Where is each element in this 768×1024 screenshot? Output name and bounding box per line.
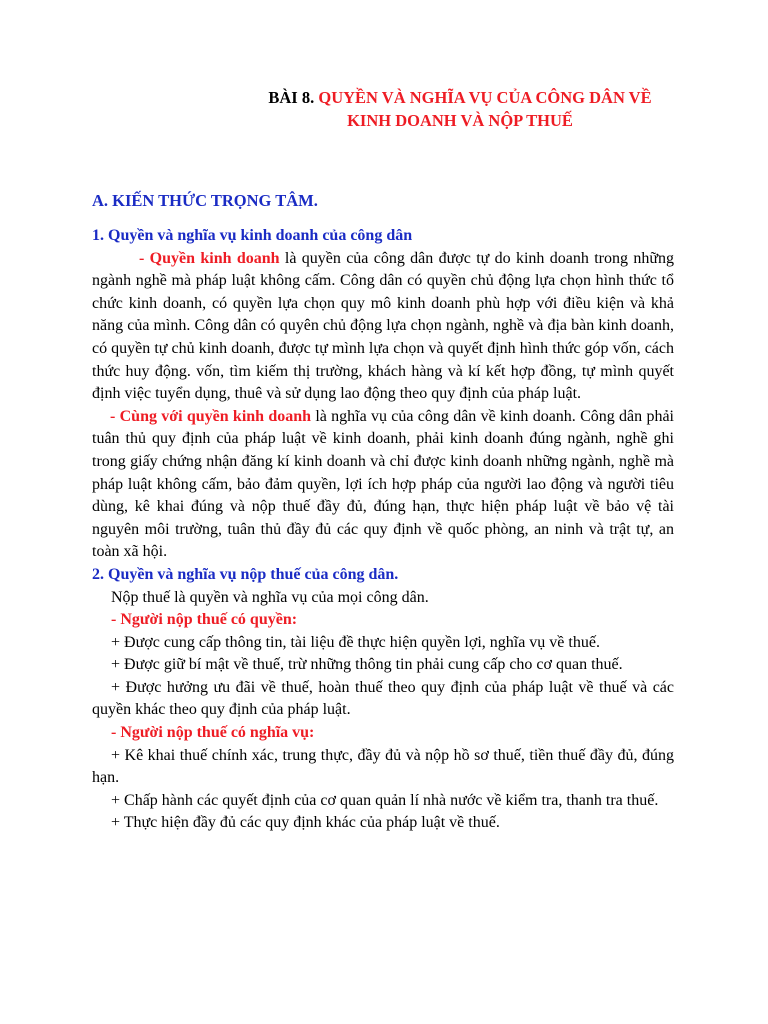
part1-p2-lead: - Cùng với quyền kinh doanh (110, 407, 312, 425)
part1-heading: 1. Quyền và nghĩa vụ kinh doanh của công dân (92, 227, 413, 244)
rights-heading: - Người nộp thuế có quyền: (111, 611, 298, 629)
duties-item: + Thực hiện đầy đủ các quy định khác của pháp luật về thuế. (111, 814, 500, 832)
part2-heading: 2. Quyền và nghĩa vụ nộp thuế của công dân. (92, 565, 399, 583)
document-body (92, 225, 674, 835)
lesson-title-line1: QUYỀN VÀ NGHĨA VỤ CỦA CÔNG DÂN VỀ (318, 88, 652, 107)
duties-item: + Kê khai thuế chính xác, trung thực, đầy đủ và nộp hồ sơ thuế, tiền thuế đầy đủ, đúng hạn. (92, 746, 674, 787)
duties-heading: - Người nộp thuế có nghĩa vụ: (111, 724, 315, 742)
part1-p1-lead: - Quyền kinh doanh (139, 249, 280, 267)
part1-p2-text: là nghĩa vụ của công dân về kinh doanh. Công dân phải tuân thủ quy định của pháp luật về kinh doanh, phải kinh doanh đúng ngành, nghề ghi trong giấy chứng nhận đăng kí kinh doanh và chỉ được kinh doanh những ngành, nghề mà pháp luật không cấm, bảo đảm quyền, lợi ích hợp pháp của người lao động và người tiêu dùng, kê khai đúng và nộp thuế đầy đủ, đúng hạn, thực hiện pháp luật về bảo vệ tài nguyên môi trường, tuân thủ đầy đủ các quy định về quốc phòng, an ninh và trật tự, an toàn xã hội. (92, 407, 674, 561)
lesson-title (180, 86, 740, 132)
lesson-number: BÀI 8. (268, 88, 315, 107)
section-a-heading: A. KIẾN THỨC TRỌNG TÂM. (92, 191, 318, 210)
lesson-title-line2: KINH DOANH VÀ NỘP THUẾ (347, 111, 573, 130)
duties-item: + Chấp hành các quyết định của cơ quan quản lí nhà nước về kiểm tra, thanh tra thuế. (111, 791, 659, 809)
part1-paragraph2 (92, 406, 674, 564)
rights-item: + Được giữ bí mật về thuế, trừ những thông tin phải cung cấp cho cơ quan thuế. (111, 656, 623, 674)
part1-p1-text: là quyền của công dân được tự do kinh doanh trong những ngành nghề mà pháp luật không cấm. Công dân có quyền chủ động lựa chọn hình thức tổ chức kinh doanh, có quyền lựa chọn quy mô kinh doanh phù hợp với điều kiện và khả năng của mình. Công dân có quyên chủ động lựa chọn ngành, nghề và địa bàn kinh doanh, có quyền tự chủ kinh doanh, được tự mình lựa chọn và quyết định hình thức góp vốn, cách thức huy động. vốn, tìm kiếm thị trường, khách hàng và kí kết hợp đồng, tự mình quyết định việc tuyển dụng, thuê và sử dụng lao động theo quy định của pháp luật. (92, 249, 674, 403)
rights-item: + Được hưởng ưu đãi về thuế, hoàn thuế theo quy định của pháp luật về thuế và các quyền khác theo quy định của pháp luật. (92, 678, 674, 719)
part1-paragraph1 (92, 248, 674, 406)
part2-intro: Nộp thuế là quyền và nghĩa vụ của mọi công dân. (111, 588, 429, 606)
rights-item: + Được cung cấp thông tin, tài liệu đề thực hiện quyền lợi, nghĩa vụ về thuế. (111, 633, 600, 651)
